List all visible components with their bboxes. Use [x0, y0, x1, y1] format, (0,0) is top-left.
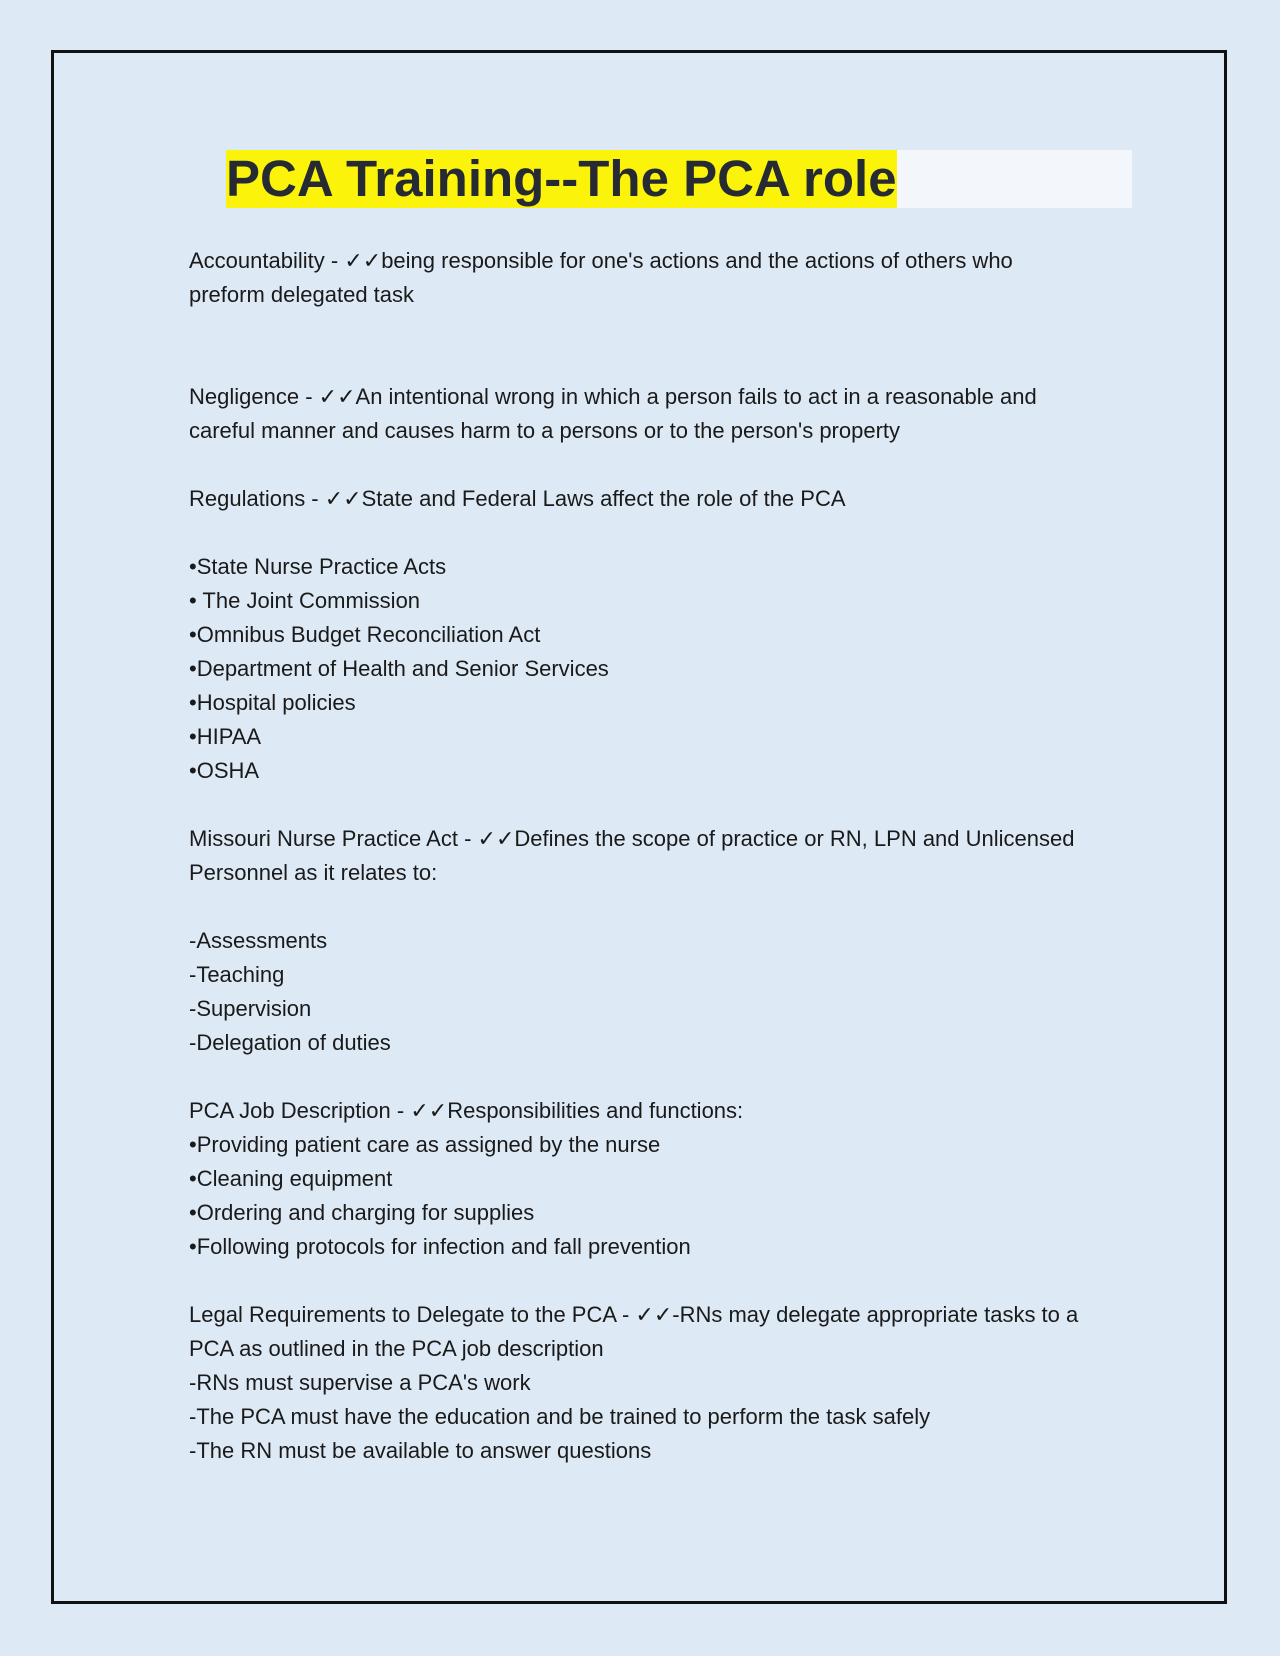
list-item: •Providing patient care as assigned by the nurse — [189, 1132, 661, 1157]
check-mark-icon: ✓✓ — [410, 1098, 448, 1123]
entry-continuation: careful manner and causes harm to a persons or to the person's property — [189, 418, 901, 443]
entry-term: Legal Requirements to Delegate to the PCA — [189, 1302, 616, 1327]
entry-first-line: PCA Job Description - ✓✓Responsibilities and functions: — [189, 1098, 744, 1123]
entry-definition: -RNs may delegate appropriate tasks to a — [672, 1302, 1079, 1327]
list-item: -The RN must be available to answer questions — [189, 1438, 652, 1463]
entry-term: Missouri Nurse Practice Act — [189, 826, 458, 851]
list-item: -Teaching — [189, 962, 285, 987]
check-mark-icon: ✓✓ — [318, 384, 356, 409]
check-mark-icon: ✓✓ — [324, 486, 362, 511]
list-item: -Supervision — [189, 996, 312, 1021]
entry-continuation: Personnel as it relates to: — [189, 860, 438, 885]
list-item: -The PCA must have the education and be trained to perform the task safely — [189, 1404, 931, 1429]
entry-first-line: Regulations - ✓✓State and Federal Laws affect the role of the PCA — [189, 486, 846, 511]
entry-legal-requirements — [189, 1298, 1129, 1468]
entry-missouri-nurse-practice-act — [189, 822, 1129, 1060]
list-item: •HIPAA — [189, 724, 262, 749]
entry-term: PCA Job Description — [189, 1098, 391, 1123]
entry-continuation: PCA as outlined in the PCA job description — [189, 1336, 604, 1361]
entry-term: Negligence — [189, 384, 300, 409]
entry-first-line: Accountability - ✓✓being responsible for one's actions and the actions of others who — [189, 248, 1013, 273]
list-item: •OSHA — [189, 758, 260, 783]
list-item: •Omnibus Budget Reconciliation Act — [189, 622, 541, 647]
entry-definition: being responsible for one's actions and the actions of others who — [381, 248, 1013, 273]
list-item: •State Nurse Practice Acts — [189, 554, 447, 579]
list-item: • The Joint Commission — [189, 588, 421, 613]
list-item: •Following protocols for infection and fall prevention — [189, 1234, 691, 1259]
check-mark-icon: ✓✓ — [477, 826, 515, 851]
entry-term: Accountability — [189, 248, 325, 273]
document-body — [189, 244, 1129, 1468]
list-item: •Cleaning equipment — [189, 1166, 393, 1191]
list-item: -Assessments — [189, 928, 328, 953]
entry-first-line: Negligence - ✓✓An intentional wrong in which a person fails to act in a reasonable and — [189, 384, 1037, 409]
entry-continuation: preform delegated task — [189, 282, 415, 307]
page-title: PCA Training--The PCA role — [226, 150, 897, 207]
entry-definition: State and Federal Laws affect the role of the PCA — [361, 486, 846, 511]
entry-definition: Responsibilities and functions: — [447, 1098, 744, 1123]
list-item: •Hospital policies — [189, 690, 356, 715]
entry-term: Regulations — [189, 486, 306, 511]
list-item: -Delegation of duties — [189, 1030, 391, 1055]
entry-first-line: Missouri Nurse Practice Act - ✓✓Defines the scope of practice or RN, LPN and Unlicensed — [189, 826, 1075, 851]
entry-regulations — [189, 482, 1129, 788]
entry-accountability — [189, 244, 1129, 312]
entry-pca-job-description — [189, 1094, 1129, 1264]
entry-definition: Defines the scope of practice or RN, LPN and Unlicensed — [514, 826, 1075, 851]
entry-negligence — [189, 380, 1129, 448]
list-item: •Department of Health and Senior Services — [189, 656, 609, 681]
check-mark-icon: ✓✓ — [635, 1302, 673, 1327]
list-item: -RNs must supervise a PCA's work — [189, 1370, 531, 1395]
entry-definition: An intentional wrong in which a person fails to act in a reasonable and — [355, 384, 1037, 409]
check-mark-icon: ✓✓ — [344, 248, 382, 273]
list-item: •Ordering and charging for supplies — [189, 1200, 535, 1225]
entry-first-line: Legal Requirements to Delegate to the PCA - ✓✓-RNs may delegate appropriate tasks to a — [189, 1302, 1079, 1327]
